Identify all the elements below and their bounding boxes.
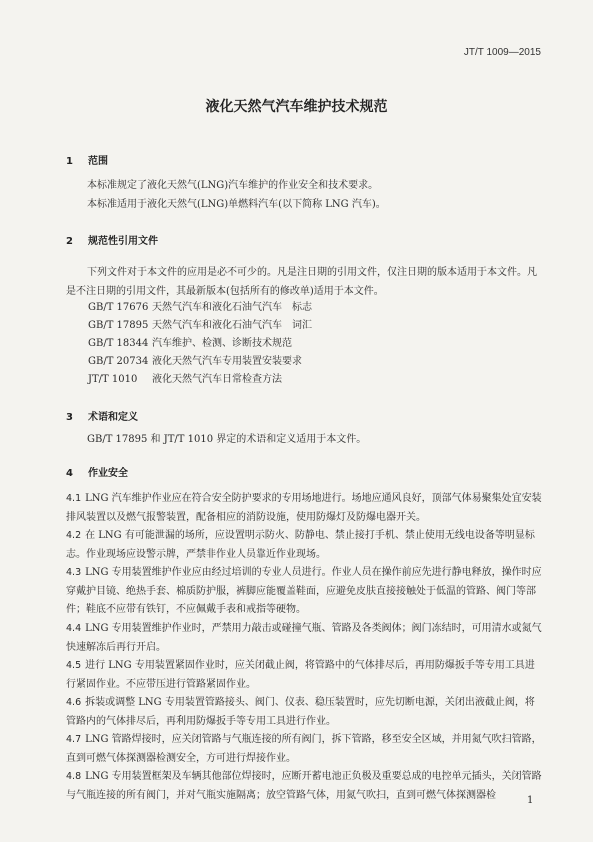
reference-code: GB/T 20734 (88, 356, 149, 367)
standard-code: JT/T 1009—2015 (463, 47, 541, 58)
section-title: 术语和定义 (88, 412, 138, 423)
clause-text: 拆装或调整 LNG 专用装置管路接头、阀门、仪表、稳压装置时，应先切断电源，关闭出液截止阀，将管路内的气体排尽后，再利用防爆扳手等专用工具进行作业。 (66, 697, 535, 727)
clause-number: 4.7 (66, 734, 82, 745)
clause-text: LNG 专用装置框架及车辆其他部位焊接时，应断开蓄电池正负极及重要总成的电控单元插头，关闭管路与气瓶连接的所有阀门，并对气瓶实施隔离；放空管路气体，用氮气吹扫，直到可燃气体探测器检 (66, 771, 542, 801)
section-title: 作业安全 (88, 468, 128, 479)
clause-number: 4.4 (66, 623, 82, 634)
clause-text: 在 LNG 有可能泄漏的场所，应设置明示防火、防静电、禁止接打手机、禁止使用无线电设备等明显标志。作业现场应设警示牌，严禁非作业人员靠近作业现场。 (66, 530, 535, 560)
clause-number: 4.6 (66, 697, 82, 708)
section-3-heading (66, 408, 138, 423)
reference-item (88, 334, 292, 353)
clause (66, 657, 542, 694)
reference-code: GB/T 17895 (88, 320, 149, 331)
reference-code: GB/T 18344 (88, 338, 149, 349)
reference-name: 天然气汽车和液化石油气汽车 标志 (152, 302, 312, 313)
section-number: 3 (66, 412, 73, 423)
clause-text: LNG 汽车维护作业应在符合安全防护要求的专用场地进行。场地应通风良好，顶部气体易聚集处宜安装排风装置以及燃气报警装置，配备相应的消防设施，使用防爆灯及防爆电器开关。 (66, 493, 542, 523)
document-title: 液化天然气汽车维护技术规范 (205, 99, 388, 115)
section-number: 2 (66, 236, 73, 247)
clause-text: 进行 LNG 专用装置紧固作业时，应关闭截止阀，将管路中的气体排尽后，再用防爆扳手等专用工具进行紧固作业。不应带压进行管路紧固作业。 (66, 660, 535, 690)
paragraph: GB/T 17895 和 JT/T 1010 界定的术语和定义适用于本文件。 (87, 434, 367, 445)
paragraph: 本标准规定了液化天然气(LNG)汽车维护的作业安全和技术要求。 (87, 180, 379, 191)
reference-code: GB/T 17676 (88, 302, 149, 313)
clause-number: 4.2 (66, 530, 82, 541)
reference-name: 汽车维护、检测、诊断技术规范 (152, 338, 292, 349)
section-title: 范围 (88, 156, 108, 167)
clause-number: 4.3 (66, 567, 82, 578)
clause-text: LNG 专用装置维护作业应由经过培训的专业人员进行。作业人员在操作前应先进行静电释放，操作时应穿戴护目镜、绝热手套、棉质防护服，裤脚应能覆盖鞋面，应避免皮肤直接接触处于低温的管路、阀门等部件；鞋底不应带有铁钉，不应佩戴手表和戒指等硬物。 (66, 567, 542, 615)
clause (66, 490, 542, 527)
clause-number: 4.1 (66, 493, 82, 504)
clause (66, 527, 542, 564)
reference-code: JT/T 1010 (88, 374, 138, 385)
clause (66, 731, 542, 768)
clause-text: LNG 管路焊接时，应关闭管路与气瓶连接的所有阀门，拆下管路，移至安全区域，并用氮气吹扫管路，直到可燃气体探测器检测安全，方可进行焊接作业。 (66, 734, 542, 764)
paragraph: 下列文件对于本文件的应用是必不可少的。凡是注日期的引用文件，仅注日期的版本适用于本文件。凡是不注日期的引用文件，其最新版本(包括所有的修改单)适用于本文件。 (66, 267, 537, 297)
reference-name: 液化天然气汽车专用装置安装要求 (152, 356, 302, 367)
reference-name: 天然气汽车和液化石油气汽车 词汇 (152, 320, 312, 331)
section-4-heading (66, 464, 128, 479)
reference-item (88, 370, 282, 389)
clause (66, 694, 542, 731)
section-1-heading (66, 152, 108, 167)
section-number: 4 (66, 468, 73, 479)
clause (66, 620, 542, 657)
clause-number: 4.8 (66, 771, 82, 782)
clause (66, 564, 542, 620)
clause-number: 4.5 (66, 660, 82, 671)
reference-item (88, 352, 302, 371)
paragraph: 本标准适用于液化天然气(LNG)单燃料汽车(以下简称 LNG 汽车)。 (87, 199, 386, 210)
page-number: 1 (527, 795, 534, 806)
clause-text: LNG 专用装置维护作业时，严禁用力敲击或碰撞气瓶、管路及各类阀体；阀门冻结时，可用清水或氮气快速解冻后再行开启。 (66, 623, 542, 653)
section-number: 1 (66, 156, 73, 167)
section-title: 规范性引用文件 (88, 236, 158, 247)
clause (66, 768, 542, 805)
section-2-heading (66, 232, 158, 247)
reference-item (88, 298, 312, 317)
reference-item (88, 316, 312, 335)
reference-name: 液化天然气汽车日常检查方法 (152, 374, 282, 385)
